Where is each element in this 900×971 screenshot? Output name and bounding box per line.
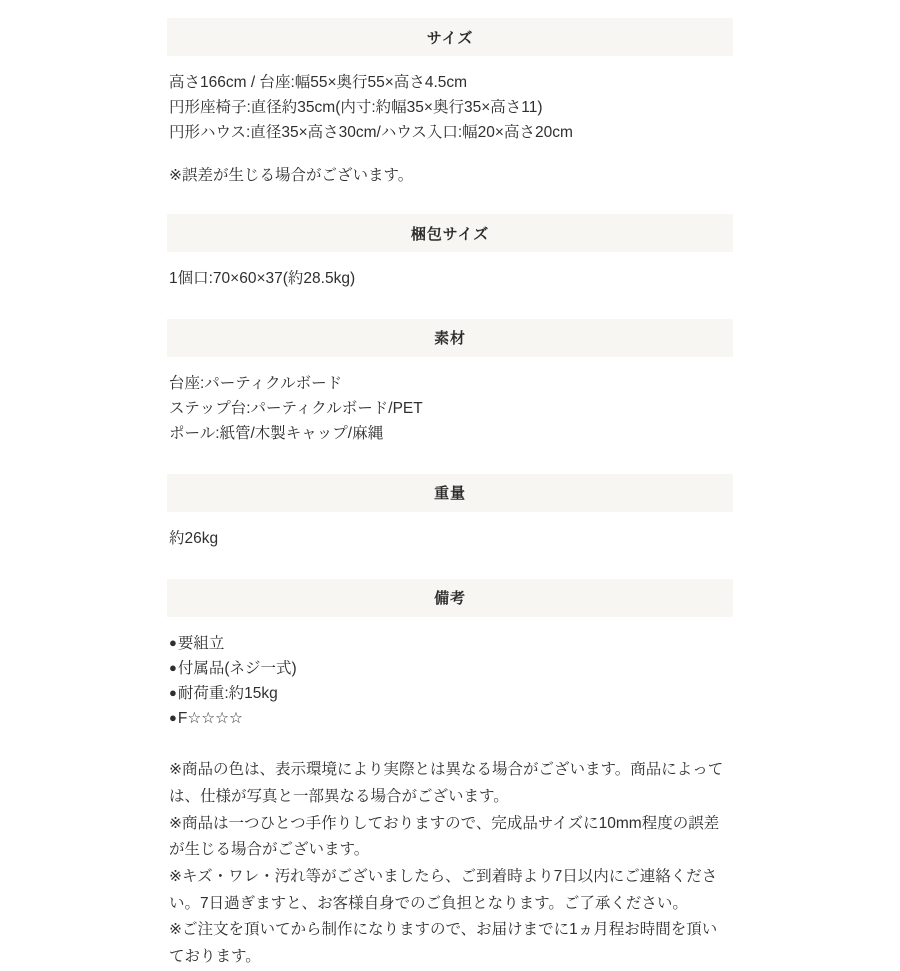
- footer-note: ※キズ・ワレ・汚れ等がございましたら、ご到着時より7日以内にご連絡ください。7日過ぎますと、お客様自身でのご負担となります。ご了承ください。: [169, 868, 718, 912]
- section-header-weight-label: 重量: [434, 485, 466, 503]
- bullet-dot-icon: ●: [169, 634, 177, 650]
- section-header-weight: [167, 474, 733, 512]
- list-item: [169, 706, 731, 731]
- section-header-remarks: [167, 579, 733, 617]
- section-header-material: [167, 319, 733, 357]
- spacer: [167, 292, 733, 319]
- section-header-remarks-label: 備考: [434, 590, 466, 608]
- remark-text: F☆☆☆☆: [177, 710, 243, 728]
- spacer: [167, 145, 733, 163]
- section-header-package-size-label: 梱包サイズ: [410, 225, 490, 243]
- footer-notes: [167, 757, 733, 970]
- package-size-line: 1個口:70×60×37(約28.5kg): [169, 270, 356, 288]
- section-body-size: [167, 56, 733, 145]
- section-body-package-size: [167, 252, 733, 291]
- section-header-size-label: サイズ: [426, 29, 474, 47]
- spacer: [167, 731, 733, 757]
- size-line: 円形座椅子:直径約35cm(内寸:約幅35×奥行35×高さ11): [169, 99, 543, 117]
- bullet-dot-icon: ●: [169, 685, 177, 701]
- size-line: 円形ハウス:直径35×高さ30cm/ハウス入口:幅20×高さ20cm: [169, 124, 573, 142]
- footer-note: ※商品の色は、表示環境により実際とは異なる場合がございます。商品によっては、仕様が写真と一部異なる場合がございます。: [169, 761, 724, 806]
- spacer: [167, 446, 733, 474]
- section-body-material: [167, 357, 733, 446]
- size-note: ※誤差が生じる場合がございます。: [169, 167, 414, 185]
- footer-note: ※ご注文を頂いてから制作になりますので、お届けまでに1ヵ月程お時間を頂いております。: [169, 921, 718, 966]
- size-line: 高さ166cm / 台座:幅55×奥行55×高さ4.5cm: [169, 74, 468, 91]
- material-line: ステップ台:パーティクルボード/PET: [169, 399, 423, 417]
- remark-text: 耐荷重:約15kg: [177, 685, 278, 703]
- list-item: [169, 681, 731, 706]
- bullet-dot-icon: ●: [169, 660, 177, 676]
- remark-text: 付属品(ネジ一式): [177, 660, 297, 678]
- material-line: 台座:パーティクルボード: [169, 374, 343, 392]
- section-header-package-size: [167, 214, 733, 252]
- section-body-weight: [167, 512, 733, 551]
- weight-line: 約26kg: [169, 529, 219, 547]
- remark-text: 要組立: [177, 634, 225, 652]
- list-item: [169, 656, 731, 681]
- material-line: ポール:紙管/木製キャップ/麻縄: [169, 424, 384, 442]
- remarks-list: [167, 617, 733, 731]
- spacer: [167, 551, 733, 579]
- section-header-material-label: 素材: [434, 330, 466, 348]
- list-item: [169, 631, 731, 656]
- section-header-size: [167, 18, 733, 56]
- footer-note: ※商品は一つひとつ手作りしておりますので、完成品サイズに10mm程度の誤差が生じる場合がございます。: [169, 814, 720, 859]
- spacer: [167, 188, 733, 214]
- bullet-dot-icon: ●: [169, 710, 177, 726]
